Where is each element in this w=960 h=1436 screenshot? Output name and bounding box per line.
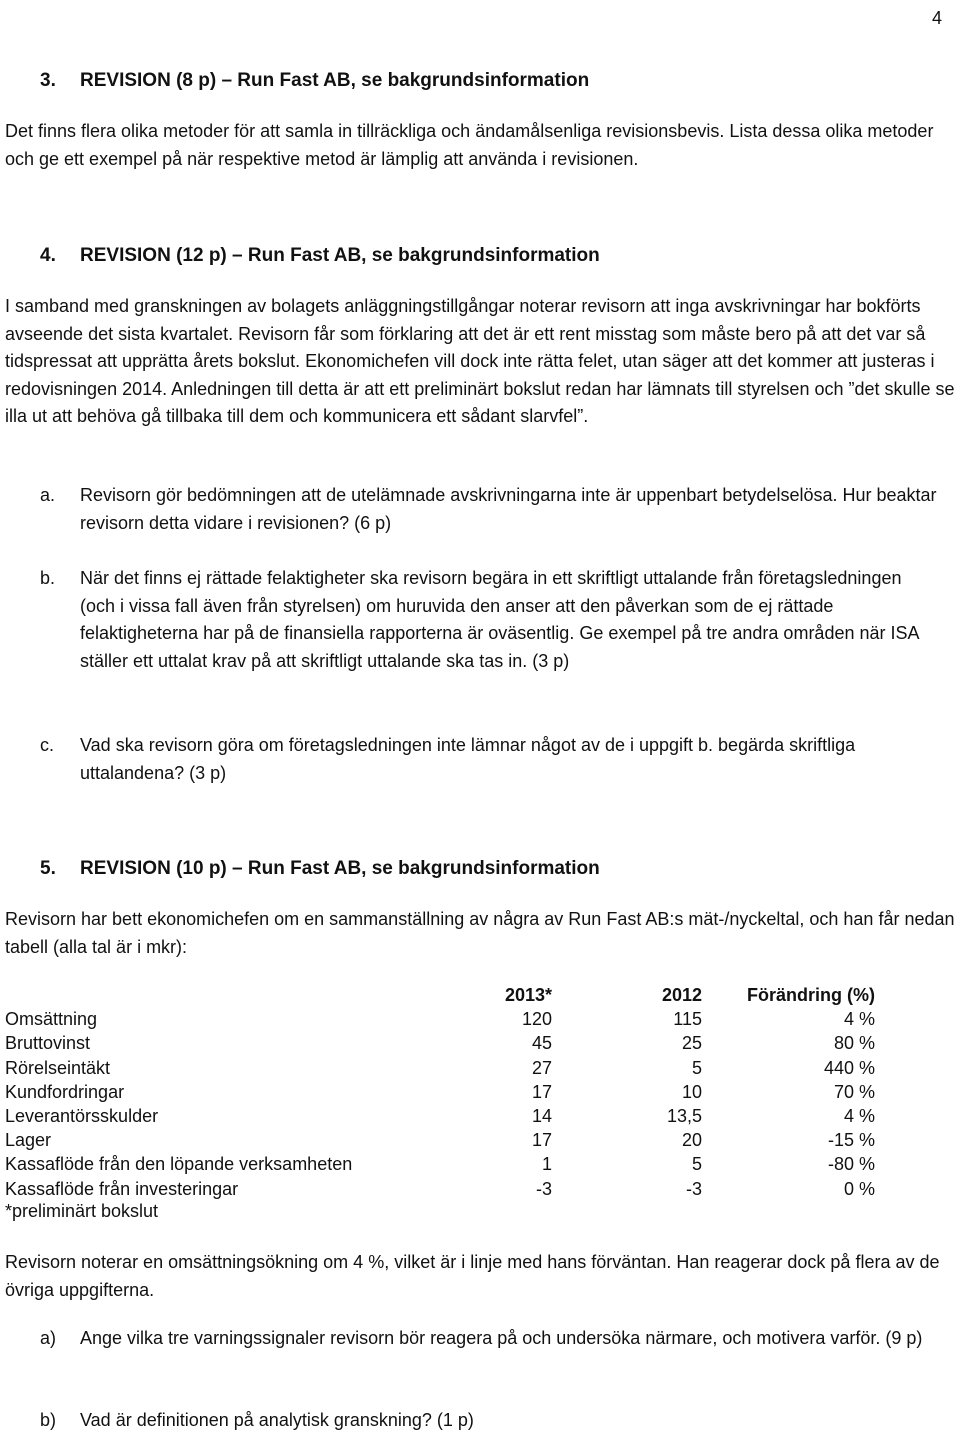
table-row [5,1080,875,1104]
table-cell: 0 % [843,1178,875,1199]
table-cell: -3 [685,1178,702,1199]
table-cell: 17 [531,1130,552,1151]
table-header-cell: 2012 [661,985,702,1005]
table-cell: 70 % [833,1081,875,1102]
table-cell: -3 [535,1178,552,1199]
question-label: a) [40,1328,57,1348]
section-5-number: 5. [40,858,56,879]
section-3-title: REVISION (8 p) – Run Fast AB, se bakgrundsinformation [80,70,590,91]
section-3-body: Det finns flera olika metoder för att samla in tillräckliga och ändamålsenliga revisionsbevis. Lista dessa olika metoder och ge ett exempel på när respektive metod är lämplig att använda i revisionen. [5,121,934,169]
table-cell: 17 [531,1081,552,1102]
question-label: c. [40,735,55,755]
section-4-question-b [40,565,940,675]
table-cell: Bruttovinst [5,1033,91,1054]
section-5-question-b [40,1407,940,1435]
table-cell: 45 [531,1033,552,1054]
section-5-question-a [40,1325,940,1353]
table-header-row [5,983,875,1007]
table-row [5,1104,875,1128]
table-cell: 440 % [823,1057,875,1078]
question-label: b. [40,568,56,588]
table-cell: 10 [681,1081,702,1102]
table-footnote: *preliminärt bokslut [5,1201,159,1221]
table-cell: 4 % [843,1009,875,1030]
table-header-cell [5,983,415,1007]
question-text: Vad ska revisorn göra om företagsledningen inte lämnar något av de i uppgift b. begärda skriftliga uttalandena? (3 p) [80,735,856,783]
table-row [5,1152,875,1176]
section-5-title: REVISION (10 p) – Run Fast AB, se bakgrundsinformation [80,858,600,879]
table-cell: Lager [5,1130,52,1151]
section-5-heading [40,858,600,880]
table-row [5,1031,875,1055]
question-text: Ange vilka tre varningssignaler revisorn bör reagera på och undersöka närmare, och motivera varför. (9 p) [80,1328,923,1348]
question-text: Revisorn gör bedömningen att de utelämnade avskrivningarna inte är uppenbart betydelselösa. Hur beaktar revisorn detta vidare i revisionen? (6 p) [80,485,937,533]
section-4-question-c [40,732,940,787]
table-cell: 14 [531,1106,552,1127]
section-3-number: 3. [40,70,56,91]
table-cell: Leverantörsskulder [5,1106,159,1127]
question-label: a. [40,485,56,505]
section-4-title: REVISION (12 p) – Run Fast AB, se bakgrundsinformation [80,245,600,266]
table-cell: 4 % [843,1106,875,1127]
table-cell: 5 [691,1057,702,1078]
table-row [5,1177,875,1201]
section-4-body: I samband med granskningen av bolagets anläggningstillgångar noterar revisorn att inga avskrivningar har bokförts avseende det sista kvartalet. Revisorn får som förklaring att det är ett rent misstag som måste bero på att det var så tidspressat att upprätta årets bokslut. Ekonomichefen vill dock inte rätta felet, utan säger att det kommer att justeras i redovisningen 2014. Anledningen till detta är att ett preliminärt bokslut redan har lämnats till styrelsen och ”det skulle se illa ut att behöva gå tillbaka till dem och kommunicera ett sådant slarvfel”. [5,296,955,427]
table-cell: Omsättning [5,1009,98,1030]
table-cell: 27 [531,1057,552,1078]
section-5-intro: Revisorn har bett ekonomichefen om en sammanställning av några av Run Fast AB:s mät-/nyckeltal, och han får nedan tabell (alla tal är i mkr): [5,909,955,957]
table-cell: 25 [681,1033,702,1054]
section-4-question-a [40,482,940,537]
table-row [5,1128,875,1152]
table-cell: Rörelseintäkt [5,1057,111,1078]
table-row [5,1007,875,1031]
section-5-after: Revisorn noterar en omsättningsökning om 4 %, vilket är i linje med hans förväntan. Han reagerar dock på flera av de övriga uppgifterna. [5,1252,940,1300]
question-label: b) [40,1410,57,1430]
table-cell: 115 [673,1009,702,1030]
table-cell: 20 [681,1130,702,1151]
table-cell: 5 [691,1154,702,1175]
table-header-cell: Förändring (%) [747,985,875,1005]
table-cell: 80 % [833,1033,875,1054]
table-cell: Kassaflöde från den löpande verksamheten [5,1154,353,1175]
section-4-heading [40,245,600,267]
table-cell: 120 [521,1009,552,1030]
table-row [5,1056,875,1080]
table-cell: -15 % [827,1130,875,1151]
section-4-number: 4. [40,245,56,266]
table-cell: Kassaflöde från investeringar [5,1178,239,1199]
table-cell: 1 [541,1154,552,1175]
section-3-heading [40,70,589,92]
table-cell: 13,5 [666,1106,702,1127]
question-text: Vad är definitionen på analytisk granskning? (1 p) [80,1410,474,1430]
page-number: 4 [931,8,942,28]
table-cell: -80 % [827,1154,875,1175]
table-cell: Kundfordringar [5,1081,125,1102]
key-figures-table [5,983,875,1201]
question-text: När det finns ej rättade felaktigheter ska revisorn begära in ett skriftligt uttalande från företagsledningen (och i vissa fall även från styrelsen) om huruvida den anser att den påverkan som de ej rättade felaktigheterna har på de finansiella rapporterna är oväsentlig. Ge exempel på tre andra områden när ISA ställer ett uttalat krav på att skriftligt uttalande ska tas in. (3 p) [80,568,919,671]
table-header-cell: 2013* [504,985,552,1005]
